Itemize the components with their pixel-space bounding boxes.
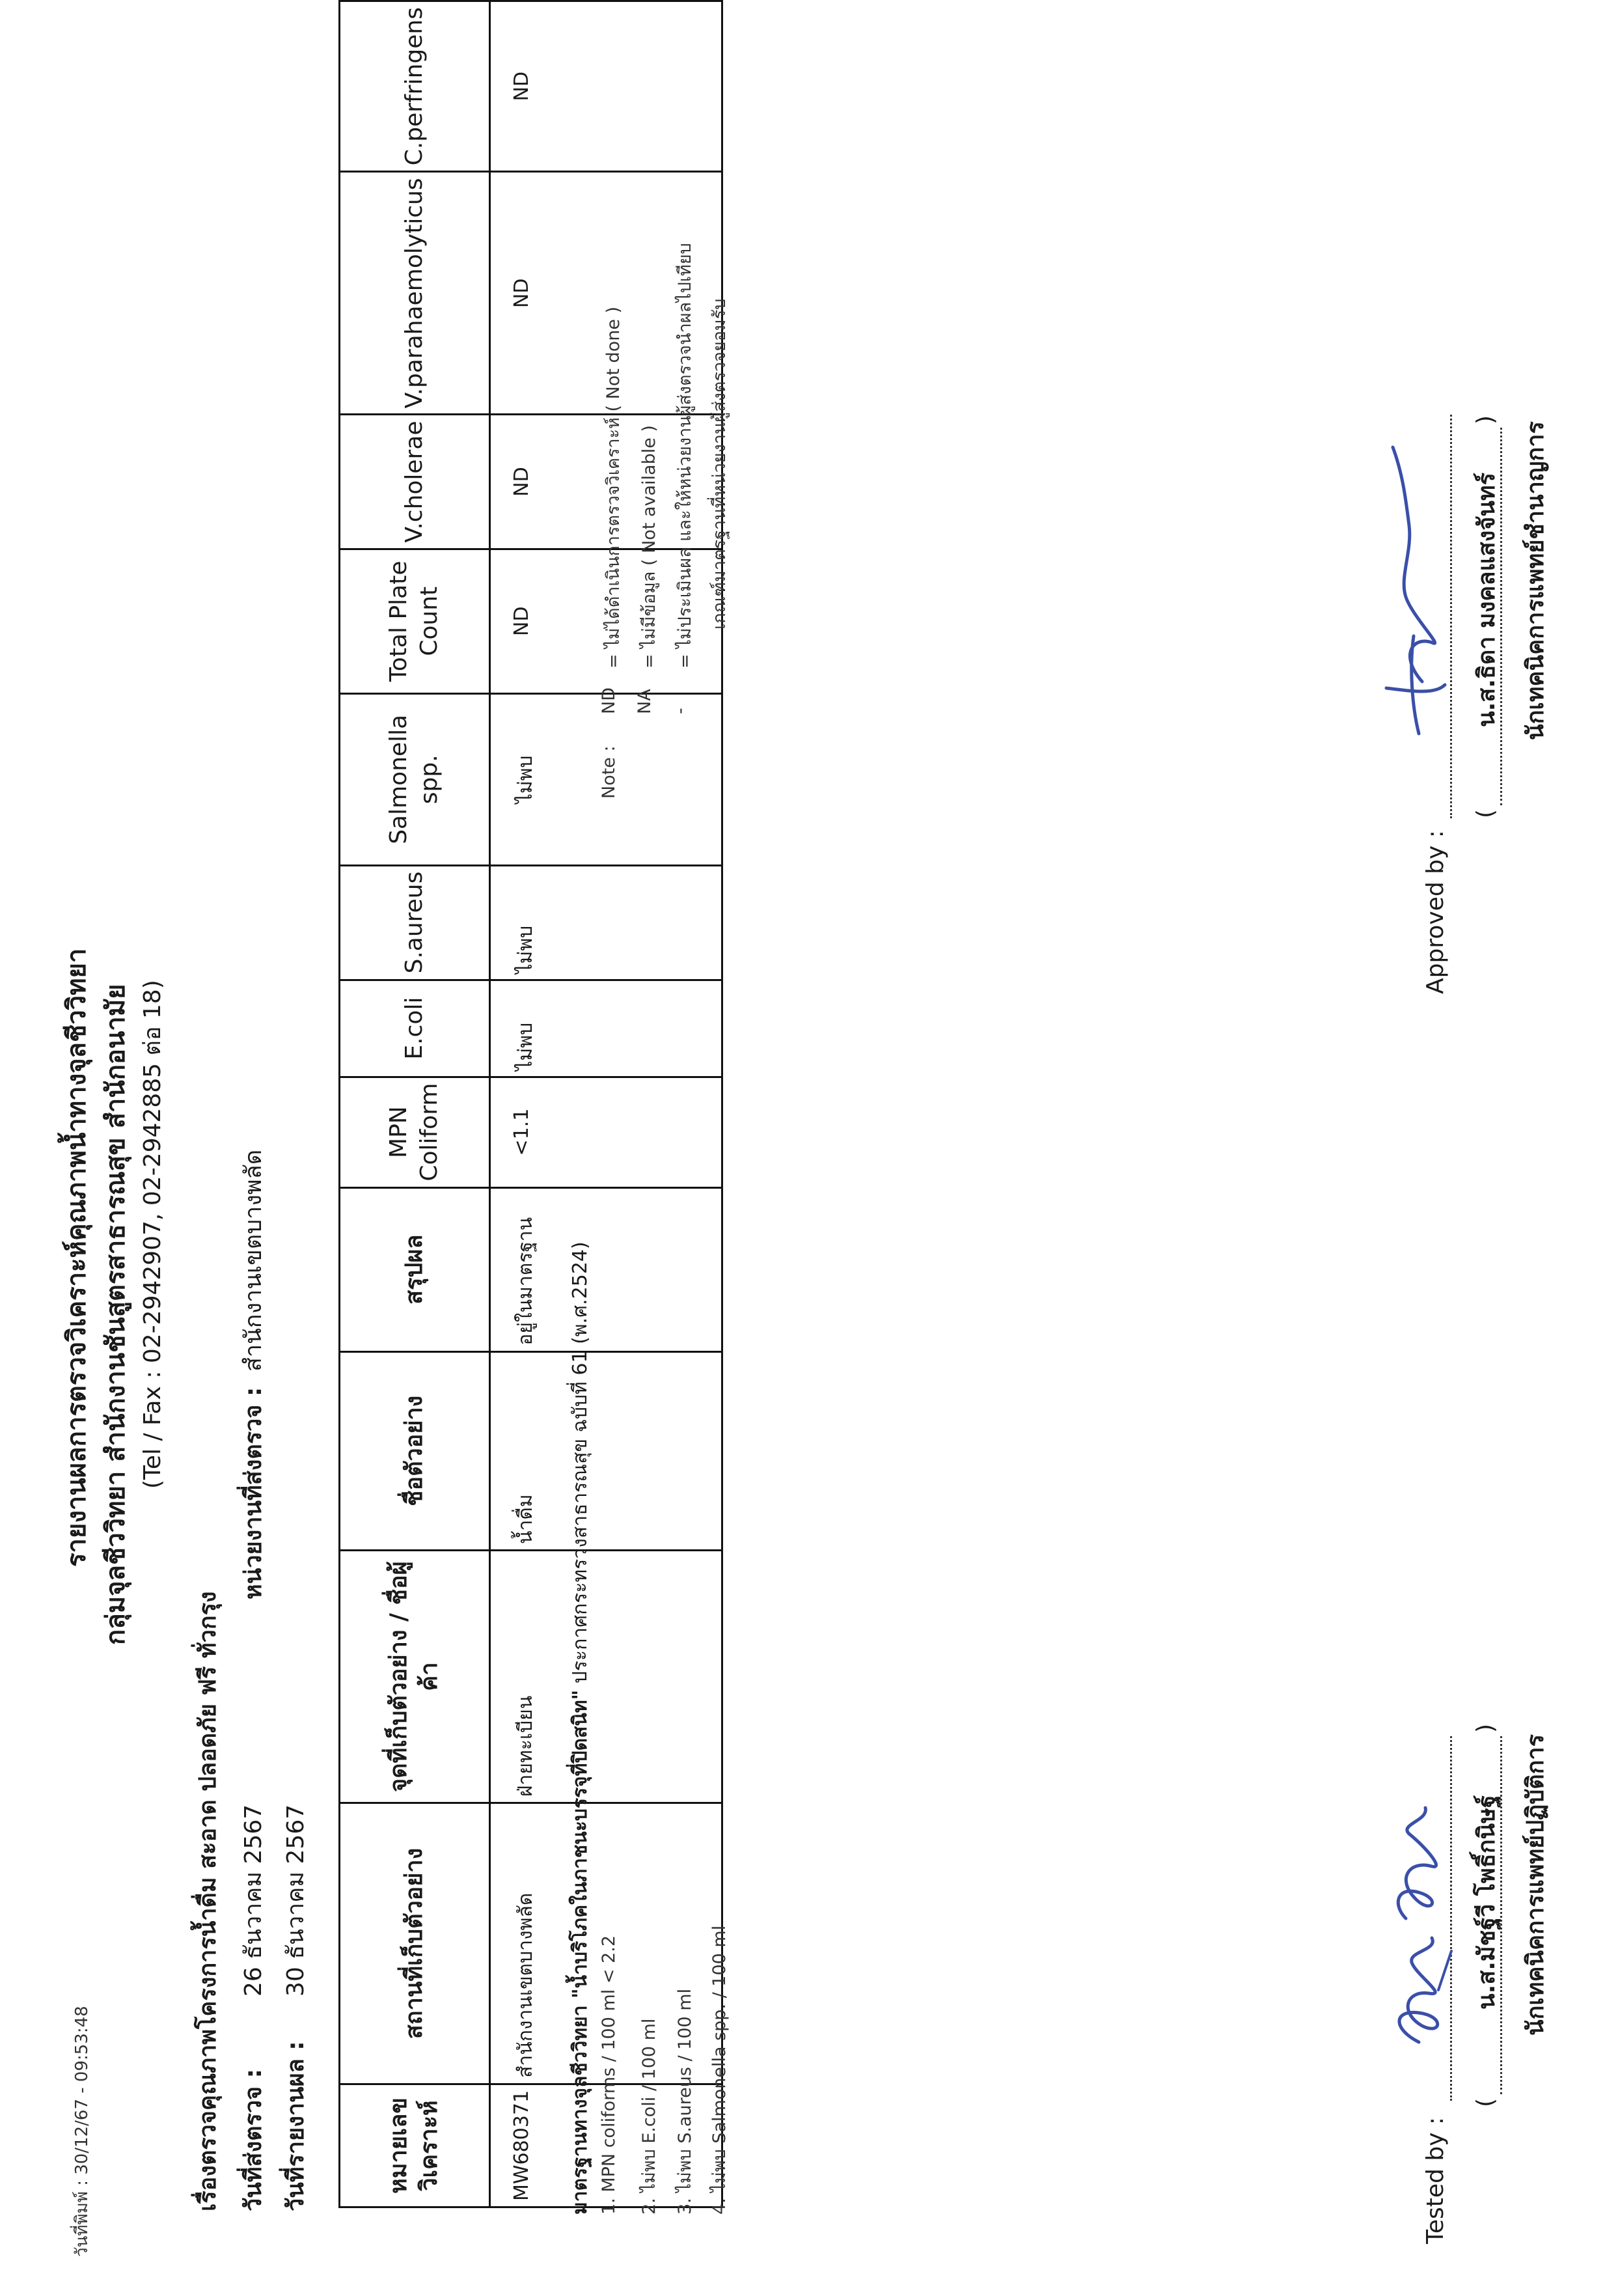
- col-header-vcholerae: V.cholerae: [340, 415, 490, 549]
- col-header-salmonella: Salmonella spp.: [340, 693, 490, 865]
- approved-paren-close: ): [1472, 415, 1499, 424]
- col-header-saureus: S.aureus: [340, 865, 490, 980]
- sent-date-label: วันที่ส่งตรวจ :: [240, 2068, 267, 2211]
- table-header-row: [340, 1, 490, 2207]
- cell-salmonella: ไม่พบ: [490, 693, 722, 865]
- tested-position: นักเทคนิคการแพทย์ปฏิบัติการ: [1522, 1734, 1549, 2036]
- cell-analysis-no: MW680371: [490, 2084, 722, 2207]
- header-department: กลุ่มจุลชีววิทยา สำนักงานชันสูตรสาธารณสุข สำนักอนามัย: [101, 984, 131, 1645]
- report-date-label: วันที่รายงานผล :: [282, 2041, 309, 2211]
- cell-vcholerae: ND: [490, 415, 722, 549]
- tested-paren-close: ): [1472, 1723, 1499, 1733]
- results-table: [338, 0, 723, 2208]
- cell-location: สำนักงานเขตบางพลัด: [490, 1803, 722, 2084]
- note-continuation: เกณฑ์มาตรฐานที่หน่วยงานผู้ส่งตรวจยอมรับ: [709, 298, 730, 629]
- approved-signature-icon: [1373, 434, 1458, 747]
- tested-by-label: Tested by :: [1422, 2116, 1449, 2244]
- cell-sample-name: น้ำดื่ม: [490, 1351, 722, 1550]
- cell-vparahaemolyticus: ND: [490, 172, 722, 415]
- sent-date-value: 26 ธันวาคม 2567: [240, 1804, 267, 1997]
- approved-by-label: Approved by :: [1422, 830, 1449, 994]
- print-date: วันที่พิมพ์ : 30/12/67 - 09:53:48: [72, 2006, 92, 2257]
- tested-signature-icon: [1380, 1736, 1464, 2049]
- standard-item: 2. ไม่พบ E.coli / 100 ml: [639, 2018, 659, 2215]
- approved-paren-open: (: [1472, 809, 1499, 818]
- note-label: Note :: [599, 745, 619, 799]
- header-title: รายงานผลการตรวจวิเคราะห์คุณภาพน้ำทางจุลชีววิทยา: [62, 948, 92, 1567]
- cell-saureus: ไม่พบ: [490, 865, 722, 980]
- note-code: -: [670, 708, 691, 714]
- col-header-total-plate-count: Total Plate Count: [340, 549, 490, 693]
- subject-label: เรื่องตรวจคุณภาพโครงการน้ำดื่ม สะอาด ปลอดภัย ฟรี ทั่วกรุง: [195, 1591, 221, 2211]
- tested-paren-open: (: [1472, 2097, 1499, 2107]
- col-header-cperfringens: C.perfringens: [340, 1, 490, 172]
- standard-item: 3. ไม่พบ S.aureus / 100 ml: [675, 1988, 695, 2215]
- cell-collection-point: ฝ่ายทะเบียน: [490, 1551, 722, 1803]
- note-code: ND: [599, 687, 619, 714]
- col-header-collection-point: จุดที่เก็บตัวอย่าง / ชื่อผู้ค้า: [340, 1551, 490, 1803]
- note-text: = ไม่มีข้อมูล ( Not available ): [639, 425, 659, 669]
- note-text: = ไม่ประเมินผล และให้หน่วยงานผู้ส่งตรวจนำผลไปเทียบ: [675, 243, 695, 669]
- header-contact: (Tel / Fax : 02-2942907, 02-2942885 ต่อ 18): [139, 980, 166, 1489]
- standard-title: [565, 1241, 596, 2215]
- note-text: = ไม่ได้ดำเนินการตรวจวิเคราะห์ ( Not done ): [603, 306, 624, 669]
- col-header-mpn-coliform: MPN Coliform: [340, 1077, 490, 1187]
- approved-position: นักเทคนิคการแพทย์ชำนาญการ: [1522, 421, 1549, 740]
- cell-total-plate-count: ND: [490, 549, 722, 693]
- note-code: NA: [635, 689, 655, 714]
- col-header-vparahaemolyticus: V.parahaemolyticus: [340, 172, 490, 415]
- col-header-summary: สรุปผล: [340, 1187, 490, 1351]
- cell-cperfringens: ND: [490, 1, 722, 172]
- submitting-unit-label: หน่วยงานที่ส่งตรวจ :: [240, 1387, 267, 1599]
- standard-title-bold: มาตรฐานทางจุลชีววิทยา "น้ำบริโภคในภาชนะบรรจุที่ปิดสนิท": [569, 1689, 592, 2215]
- col-header-ecoli: E.coli: [340, 980, 490, 1077]
- standard-title-rest: ประกาศกระทรวงสาธารณสุข ฉบับที่ 61 (พ.ศ.2524): [569, 1241, 592, 1690]
- report-date-value: 30 ธันวาคม 2567: [282, 1804, 309, 1997]
- col-header-sample-name: ชื่อตัวอย่าง: [340, 1351, 490, 1550]
- cell-ecoli: ไม่พบ: [490, 980, 722, 1077]
- standard-item: 4. ไม่พบ Salmonella spp. / 100 ml: [709, 1925, 730, 2215]
- cell-mpn-coliform: <1.1: [490, 1077, 722, 1187]
- approved-name: น.ส.ธิดา มงคลแสงจันทร์: [1474, 472, 1500, 727]
- tested-name: น.ส.มัชฐ์วี โพธิ์กนิษฐ์: [1474, 1795, 1500, 2010]
- standard-item: 1. MPN coliforms / 100 ml < 2.2: [599, 1935, 619, 2215]
- submitting-unit-value: สำนักงานเขตบางพลัด: [240, 1149, 267, 1372]
- cell-summary: อยู่ในมาตรฐาน: [490, 1187, 722, 1351]
- col-header-location: สถานที่เก็บตัวอย่าง: [340, 1803, 490, 2084]
- col-header-analysis-no: หมายเลขวิเคราะห์: [340, 2084, 490, 2207]
